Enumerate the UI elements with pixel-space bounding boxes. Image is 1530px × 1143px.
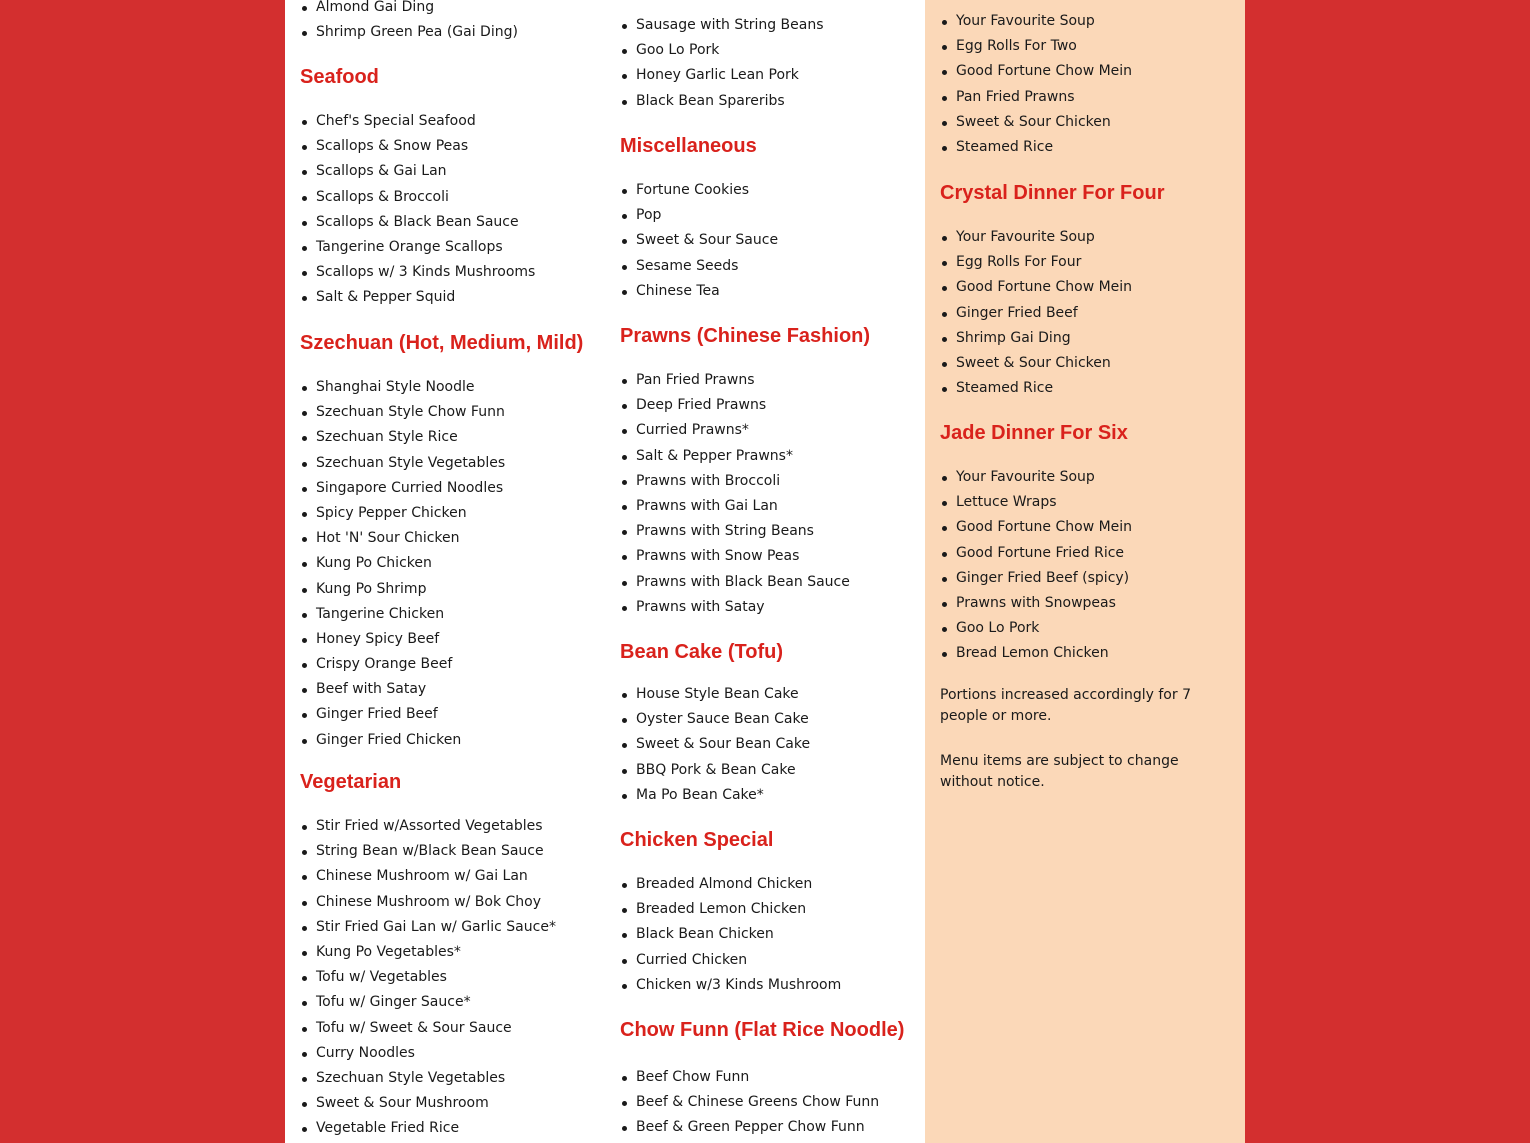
menu-item: Prawns with Broccoli xyxy=(605,469,850,494)
menu-item: Curried Prawns* xyxy=(605,418,850,443)
menu-item: Scallops w/ 3 Kinds Mushrooms xyxy=(285,260,535,285)
menu-list xyxy=(285,0,518,45)
menu-item: String Bean w/Black Bean Sauce xyxy=(285,839,556,864)
menu-list-prawns xyxy=(605,368,850,620)
menu-item: Deep Fried Prawns xyxy=(605,393,850,418)
menu-item: BBQ Pork & Bean Cake xyxy=(605,758,810,783)
menu-item: Lettuce Wraps xyxy=(925,490,1132,515)
menu-item: Szechuan Style Vegetables xyxy=(285,1066,556,1091)
menu-page xyxy=(285,0,1245,1143)
menu-item: Prawns with Satay xyxy=(605,595,850,620)
menu-item: Good Fortune Chow Mein xyxy=(925,275,1132,300)
menu-item: Honey Spicy Beef xyxy=(285,627,505,652)
menu-item: Sweet & Sour Mushroom xyxy=(285,1091,556,1116)
menu-item: Prawns with Snow Peas xyxy=(605,544,850,569)
menu-list xyxy=(925,9,1132,160)
menu-item: Breaded Almond Chicken xyxy=(605,872,841,897)
menu-item: Tofu w/ Vegetables xyxy=(285,965,556,990)
menu-item: Good Fortune Chow Mein xyxy=(925,515,1132,540)
menu-item: Pan Fried Prawns xyxy=(925,85,1132,110)
menu-item: Steamed Rice xyxy=(925,376,1132,401)
menu-list-crystal-dinner xyxy=(925,225,1132,401)
menu-item: Oyster Sauce Bean Cake xyxy=(605,707,810,732)
menu-item: Szechuan Style Chow Funn xyxy=(285,400,505,425)
section-title-chicken-special: Chicken Special xyxy=(620,829,774,851)
menu-item: Beef & Green Pepper Chow Funn xyxy=(605,1115,879,1140)
portions-note: Portions increased accordingly for 7 people or more. xyxy=(940,687,1191,724)
menu-item: Ma Po Bean Cake* xyxy=(605,783,810,808)
menu-item: Goo Lo Pork xyxy=(925,616,1132,641)
section-title-bean-cake: Bean Cake (Tofu) xyxy=(620,641,783,663)
section-title-miscellaneous: Miscellaneous xyxy=(620,135,757,157)
section-title-seafood: Seafood xyxy=(300,66,379,88)
menu-item: Steamed Rice xyxy=(925,135,1132,160)
change-notice: Menu items are subject to change without notice. xyxy=(940,753,1179,790)
menu-item: Your Favourite Soup xyxy=(925,9,1132,34)
menu-item: Egg Rolls For Two xyxy=(925,34,1132,59)
section-title-chow-funn: Chow Funn (Flat Rice Noodle) xyxy=(620,1019,905,1041)
menu-item: Prawns with Black Bean Sauce xyxy=(605,570,850,595)
menu-item: Pop xyxy=(605,203,778,228)
menu-item: Ginger Fried Beef xyxy=(925,301,1132,326)
section-title-prawns: Prawns (Chinese Fashion) xyxy=(620,325,871,347)
menu-list-chicken-special xyxy=(605,872,841,998)
menu-item: Ginger Fried Beef (spicy) xyxy=(925,566,1132,591)
menu-item: Chinese Mushroom w/ Bok Choy xyxy=(285,890,556,915)
menu-item: Fortune Cookies xyxy=(605,178,778,203)
menu-item: Tofu w/ Sweet & Sour Sauce xyxy=(285,1016,556,1041)
menu-item: Honey Garlic Lean Pork xyxy=(605,63,824,88)
menu-item: Good Fortune Fried Rice xyxy=(925,541,1132,566)
menu-item: Sausage with String Beans xyxy=(605,13,824,38)
menu-item: Kung Po Chicken xyxy=(285,551,505,576)
menu-item: Chinese Tea xyxy=(605,279,778,304)
menu-item: Scallops & Broccoli xyxy=(285,185,535,210)
menu-item: Sweet & Sour Chicken xyxy=(925,351,1132,376)
menu-item: Salt & Pepper Prawns* xyxy=(605,444,850,469)
menu-item: Breaded Lemon Chicken xyxy=(605,897,841,922)
menu-item: Sesame Seeds xyxy=(605,254,778,279)
menu-item: Sweet & Sour Bean Cake xyxy=(605,732,810,757)
menu-item: Tangerine Chicken xyxy=(285,602,505,627)
menu-list-szechuan xyxy=(285,375,505,753)
menu-list-miscellaneous xyxy=(605,178,778,304)
menu-item: Szechuan Style Vegetables xyxy=(285,451,505,476)
menu-item: Ginger Fried Beef xyxy=(285,702,505,727)
menu-item: Sweet & Sour Sauce xyxy=(605,228,778,253)
menu-item: Curry Noodles xyxy=(285,1041,556,1066)
menu-item: Beef with Satay xyxy=(285,677,505,702)
menu-item: Tofu w/ Ginger Sauce* xyxy=(285,990,556,1015)
menu-item: House Style Bean Cake xyxy=(605,682,810,707)
menu-item: Spicy Pepper Chicken xyxy=(285,501,505,526)
menu-item: Beef Chow Funn xyxy=(605,1065,879,1090)
menu-item: Vegetable Fried Rice xyxy=(285,1116,556,1141)
menu-list xyxy=(605,13,824,114)
menu-item: Scallops & Black Bean Sauce xyxy=(285,210,535,235)
menu-list-bean-cake xyxy=(605,682,810,808)
menu-item: Prawns with Gai Lan xyxy=(605,494,850,519)
menu-item: Good Fortune Chow Mein xyxy=(925,59,1132,84)
menu-item: Goo Lo Pork xyxy=(605,38,824,63)
menu-item: Ginger Fried Chicken xyxy=(285,728,505,753)
menu-item: Sweet & Sour Chicken xyxy=(925,110,1132,135)
menu-item: Singapore Curried Noodles xyxy=(285,476,505,501)
menu-item: Curried Chicken xyxy=(605,948,841,973)
section-title-jade-dinner: Jade Dinner For Six xyxy=(940,422,1128,444)
menu-item: Tangerine Orange Scallops xyxy=(285,235,535,260)
menu-item: Shrimp Gai Ding xyxy=(925,326,1132,351)
menu-list-vegetarian xyxy=(285,814,556,1141)
section-title-crystal-dinner: Crystal Dinner For Four xyxy=(940,182,1165,204)
menu-item: Szechuan Style Rice xyxy=(285,425,505,450)
menu-item: Stir Fried w/Assorted Vegetables xyxy=(285,814,556,839)
menu-item: Scallops & Gai Lan xyxy=(285,159,535,184)
menu-item: Salt & Pepper Squid xyxy=(285,285,535,310)
menu-item: Stir Fried Gai Lan w/ Garlic Sauce* xyxy=(285,915,556,940)
menu-item: Your Favourite Soup xyxy=(925,465,1132,490)
menu-list-jade-dinner xyxy=(925,465,1132,667)
menu-item: Prawns with Snowpeas xyxy=(925,591,1132,616)
menu-item: Hot 'N' Sour Chicken xyxy=(285,526,505,551)
menu-column-3 xyxy=(925,0,1245,1143)
menu-item: Beef & Chinese Greens Chow Funn xyxy=(605,1090,879,1115)
menu-item: Scallops & Snow Peas xyxy=(285,134,535,159)
section-title-szechuan: Szechuan (Hot, Medium, Mild) xyxy=(300,332,584,354)
menu-item: Your Favourite Soup xyxy=(925,225,1132,250)
menu-item: Prawns with String Beans xyxy=(605,519,850,544)
menu-item: Kung Po Vegetables* xyxy=(285,940,556,965)
menu-item: Chicken w/3 Kinds Mushroom xyxy=(605,973,841,998)
menu-item: Shrimp Green Pea (Gai Ding) xyxy=(285,20,518,45)
menu-item: Egg Rolls For Four xyxy=(925,250,1132,275)
menu-item: Kung Po Shrimp xyxy=(285,577,505,602)
menu-item: Chinese Mushroom w/ Gai Lan xyxy=(285,864,556,889)
menu-item: Pan Fried Prawns xyxy=(605,368,850,393)
menu-list-seafood xyxy=(285,109,535,311)
menu-item: Black Bean Chicken xyxy=(605,922,841,947)
section-title-vegetarian: Vegetarian xyxy=(300,771,402,793)
menu-item: Black Bean Spareribs xyxy=(605,89,824,114)
menu-item: Crispy Orange Beef xyxy=(285,652,505,677)
menu-list-chow-funn xyxy=(605,1065,879,1141)
menu-item: Almond Gai Ding xyxy=(285,0,518,20)
menu-item: Bread Lemon Chicken xyxy=(925,641,1132,666)
menu-item: Chef's Special Seafood xyxy=(285,109,535,134)
menu-item: Shanghai Style Noodle xyxy=(285,375,505,400)
